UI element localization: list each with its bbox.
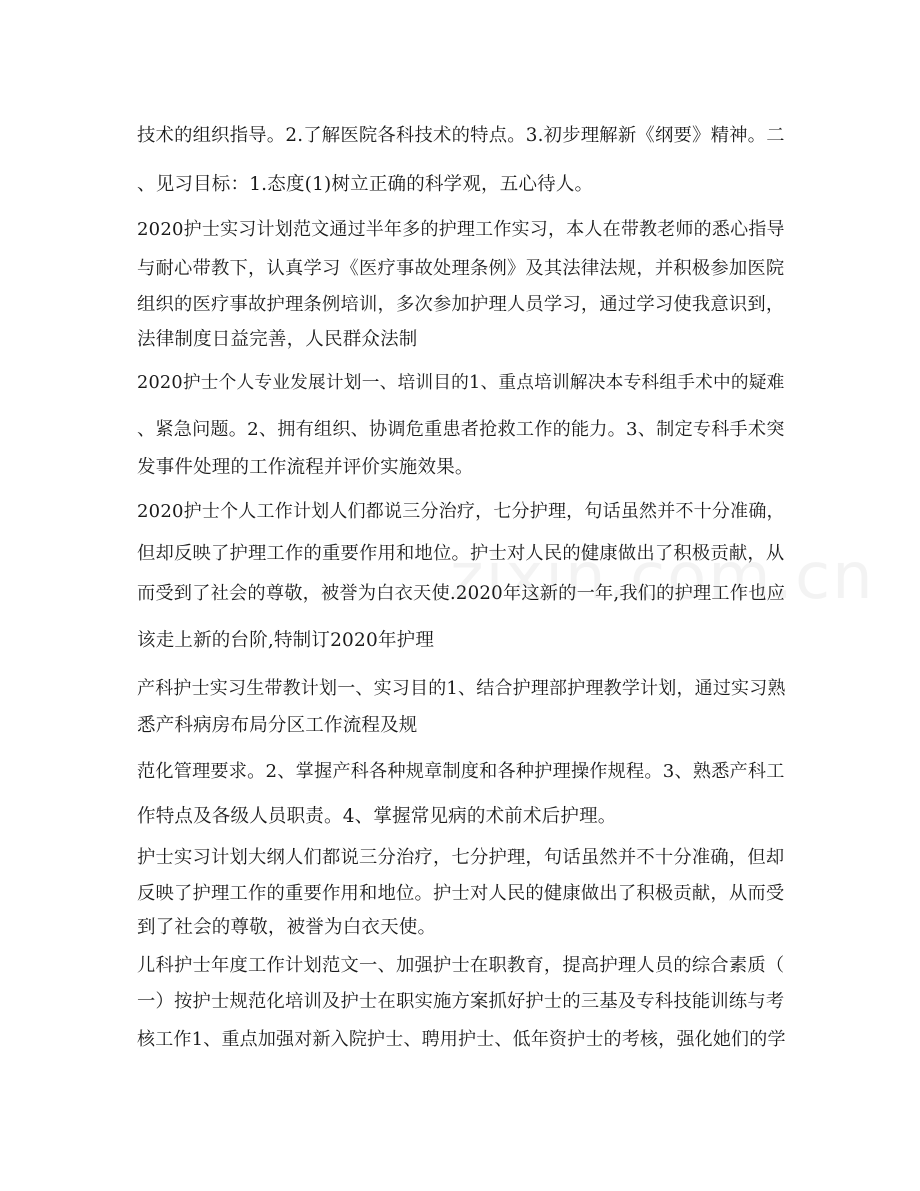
text-line: 2020护士个人工作计划人们都说三分治疗，七分护理，句话虽然并不十分准确， bbox=[137, 501, 785, 522]
text-line: 护士实习计划大纲人们都说三分治疗，七分护理，句话虽然并不十分准确，但却 bbox=[137, 847, 785, 868]
text-line: 到了社会的尊敬，被誉为白衣天使。 bbox=[137, 917, 437, 938]
text-line: 悉产科病房布局分区工作流程及规 bbox=[137, 715, 418, 736]
text-line: 反映了护理工作的重要作用和地位。护士对人民的健康做出了积极贡献，从而受 bbox=[137, 883, 785, 904]
text-line: 、见习目标：1.态度(1)树立正确的科学观，五心待人。 bbox=[137, 174, 594, 195]
text-line: 作特点及各级人员职责。4、掌握常见病的术前术后护理。 bbox=[137, 806, 617, 827]
text-line: 法律制度日益完善，人民群众法制 bbox=[137, 329, 418, 350]
text-line: 、紧急问题。2、拥有组织、协调危重患者抢救工作的能力。3、制定专科手术突 bbox=[137, 419, 785, 440]
text-line: 2020护士个人专业发展计划一、培训目的1、重点培训解决本专科组手术中的疑难 bbox=[137, 373, 785, 393]
text-line: 儿科护士年度工作计划范文一、加强护士在职教育，提高护理人员的综合素质（ bbox=[137, 955, 785, 976]
text-line: 组织的医疗事故护理条例培训，多次参加护理人员学习，通过学习使我意识到， bbox=[137, 294, 785, 315]
text-line: 产科护士实习生带教计划一、实习目的1、结合护理部护理教学计划，通过实习熟 bbox=[137, 678, 786, 699]
text-line: 一）按护士规范化培训及护士在职实施方案抓好护士的三基及专科技能训练与考 bbox=[137, 991, 785, 1012]
text-line: 发事件处理的工作流程并评价实施效果。 bbox=[137, 457, 474, 478]
text-line: 2020护士实习计划范文通过半年多的护理工作实习，本人在带教老师的悉心指导 bbox=[137, 219, 785, 240]
text-line: 技术的组织指导。2.了解医院各科技术的特点。3.初步理解新《纲要》精神。二 bbox=[137, 125, 785, 146]
text-line: 而受到了社会的尊敬，被誉为白衣天使.2020年这新的一年,我们的护理工作也应 bbox=[137, 583, 785, 604]
text-line: 核工作1、重点加强对新入院护士、聘用护士、低年资护士的考核，强化她们的学 bbox=[137, 1029, 786, 1050]
text-line: 与耐心带教下，认真学习《医疗事故处理条例》及其法律法规，并积极参加医院 bbox=[137, 258, 785, 279]
text-line: 范化管理要求。2、掌握产科各种规章制度和各种护理操作规程。3、熟悉产科工 bbox=[137, 761, 785, 782]
text-line: 该走上新的台阶,特制订2020年护理 bbox=[137, 630, 435, 651]
text-line: 但却反映了护理工作的重要作用和地位。护士对人民的健康做出了积极贡献，从 bbox=[137, 543, 785, 564]
